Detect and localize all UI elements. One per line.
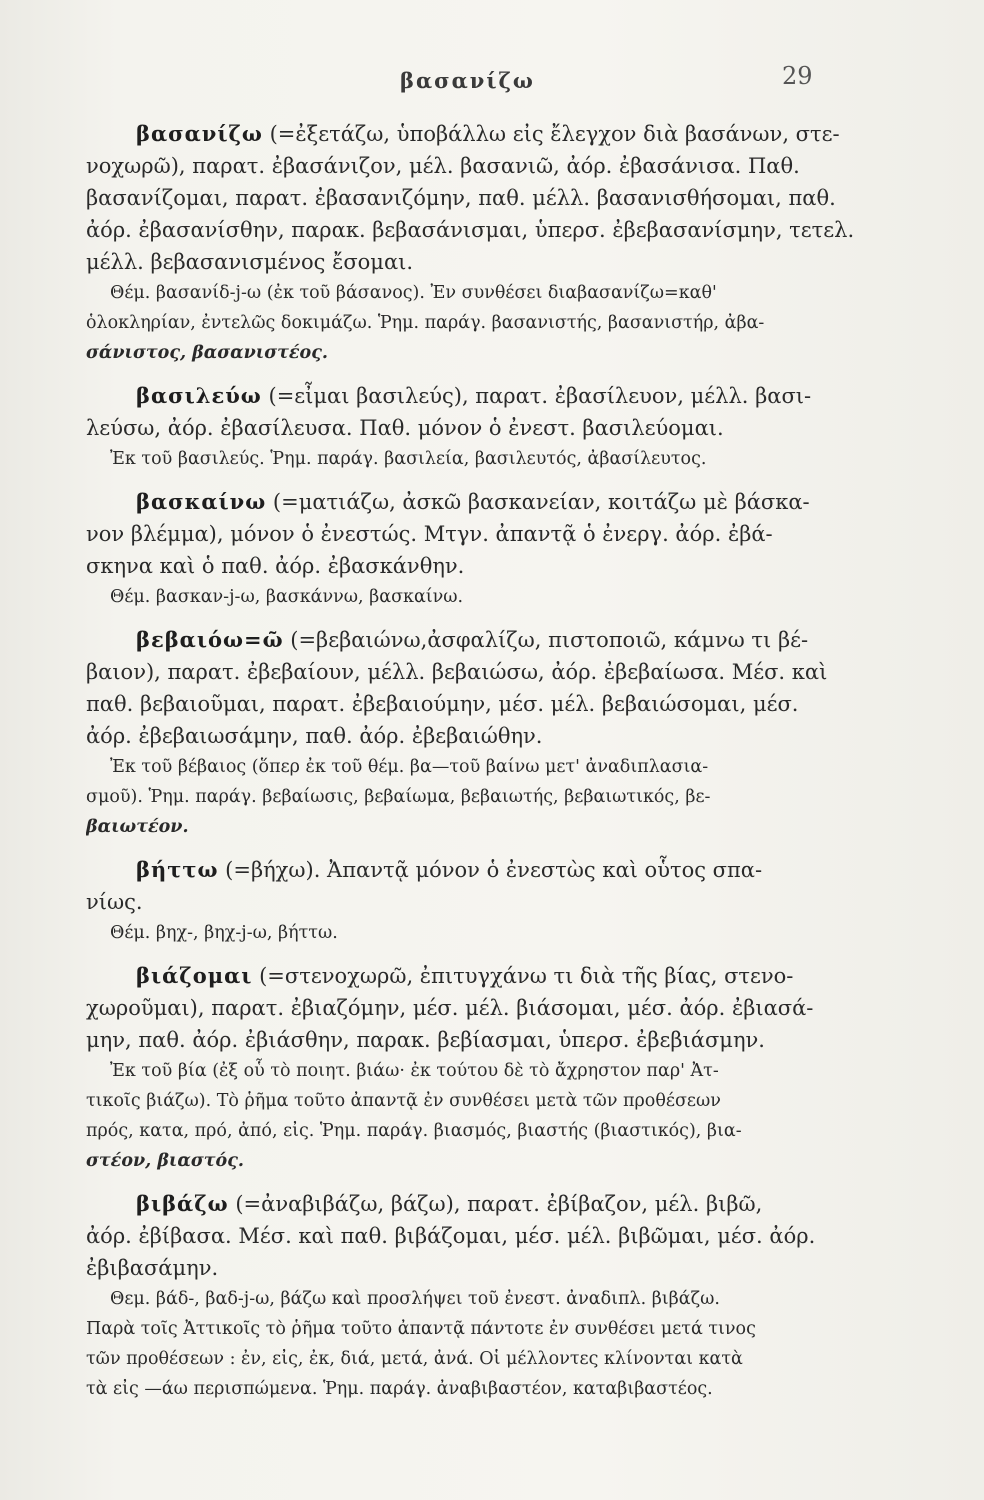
entry-line: βαιον), παρατ. ἐβεβαίουν, μέλλ. βεβαιώσω, ἀόρ. ἐβεβαίωσα. Μέσ. καὶ xyxy=(86,660,828,684)
entry-line: λεύσω, ἀόρ. ἐβασίλευσα. Παθ. μόνον ὁ ἐνεστ. βασιλεύομαι. xyxy=(86,416,724,440)
entry-line: ἐβιβασάμην. xyxy=(86,1256,219,1280)
entry-note: τὰ εἰς —άω περισπώμενα. Ῥημ. παράγ. ἀναβιβαστέον, καταβιβαστέος. xyxy=(86,1379,713,1399)
running-head: βασανίζω xyxy=(400,68,535,93)
entry-line: βιάζομαι (=στενοχωρῶ, ἐπιτυγχάνω τι διὰ τῆς βίας, στενο- xyxy=(136,963,794,988)
entry-note: βαιωτέον. xyxy=(86,817,189,837)
entry-note: Ἐκ τοῦ βία (ἐξ οὗ τὸ ποιητ. βιάω· ἐκ τούτου δὲ τὸ ἄχρηστον παρ' Ἀτ- xyxy=(110,1061,719,1081)
entry-line: νοχωρῶ), παρατ. ἐβασάνιζον, μέλ. βασανιῶ, ἀόρ. ἐβασάνισα. Παθ. xyxy=(86,154,800,178)
entry-line: ἀόρ. ἐβεβαιωσάμην, παθ. ἀόρ. ἐβεβαιώθην. xyxy=(86,724,543,748)
entry-note: πρός, κατα, πρό, ἀπό, εἰς. Ῥημ. παράγ. βιασμός, βιαστής (βιαστικός), βια- xyxy=(86,1121,742,1141)
entry-line: βιβάζω (=ἀναβιβάζω, βάζω), παρατ. ἐβίβαζον, μέλ. βιβῶ, xyxy=(136,1191,763,1216)
headword: βασκαίνω xyxy=(136,489,267,514)
headword: βήττω xyxy=(136,857,219,882)
entry-note: τικοῖς βιάζω). Τὸ ῥῆμα τοῦτο ἀπαντᾷ ἐν συνθέσει μετὰ τῶν προθέσεων xyxy=(86,1091,721,1111)
entry-basileuo xyxy=(86,380,878,474)
entry-line: παθ. βεβαιοῦμαι, παρατ. ἐβεβαιούμην, μέσ. μέλ. βεβαιώσομαι, μέσ. xyxy=(86,692,799,716)
entry-line: βεβαιόω=ῶ (=βεβαιώνω,ἀσφαλίζω, πιστοποιῶ, κάμνω τι βέ- xyxy=(136,627,809,652)
entry-basanizo xyxy=(86,118,878,368)
dictionary-body xyxy=(86,118,878,1416)
entry-line: βασκαίνω (=ματιάζω, ἀσκῶ βασκανείαν, κοιτάζω μὲ βάσκα- xyxy=(136,489,810,514)
headword: βασιλεύω xyxy=(136,383,262,408)
entry-biazomai xyxy=(86,960,878,1176)
entry-bibazo xyxy=(86,1188,878,1404)
entry-bebaioo xyxy=(86,624,878,842)
entry-note: στέον, βιαστός. xyxy=(86,1151,244,1171)
entry-note: τῶν προθέσεων : ἐν, εἰς, ἐκ, διά, μετά, ἀνά. Οἱ μέλλοντες κλίνονται κατὰ xyxy=(86,1349,743,1369)
entry-note: σμοῦ). Ῥημ. παράγ. βεβαίωσις, βεβαίωμα, βεβαιωτής, βεβαιωτικός, βε- xyxy=(86,787,711,807)
entry-line: νίως. xyxy=(86,890,143,914)
entry-note: Παρὰ τοῖς Ἀττικοῖς τὸ ῥῆμα τοῦτο ἀπαντᾷ πάντοτε ἐν συνθέσει μετά τινος xyxy=(86,1319,756,1339)
headword: βεβαιόω=ῶ xyxy=(136,627,284,652)
entry-note: Ἐκ τοῦ βασιλεύς. Ῥημ. παράγ. βασιλεία, βασιλευτός, ἀβασίλευτος. xyxy=(110,449,707,469)
entry-line: βασιλεύω (=εἶμαι βασιλεύς), παρατ. ἐβασίλευον, μέλλ. βασι- xyxy=(136,383,812,408)
entry-betto xyxy=(86,854,878,948)
entry-note: Θέμ. βασανίδ-j-ω (ἐκ τοῦ βάσανος). Ἐν συνθέσει διαβασανίζω=καθ' xyxy=(110,283,717,303)
headword: βιβάζω xyxy=(136,1191,229,1216)
entry-baskaino xyxy=(86,486,878,612)
headword: βασανίζω xyxy=(136,121,263,146)
entry-line: σκηνα καὶ ὁ παθ. ἀόρ. ἐβασκάνθην. xyxy=(86,554,465,578)
entry-line: βασανίζομαι, παρατ. ἐβασανιζόμην, παθ. μέλλ. βασανισθήσομαι, παθ. xyxy=(86,186,836,210)
entry-line: χωροῦμαι), παρατ. ἐβιαζόμην, μέσ. μέλ. βιάσομαι, μέσ. ἀόρ. ἐβιασά- xyxy=(86,996,814,1020)
entry-note: σάνιστος, βασανιστέος. xyxy=(86,343,328,363)
entry-note: Θέμ. βασκαν-j-ω, βασκάννω, βασκαίνω. xyxy=(110,587,464,607)
entry-line: ἀόρ. ἐβασανίσθην, παρακ. βεβασάνισμαι, ὑπερσ. ἐβεβασανίσμην, τετελ. xyxy=(86,218,855,242)
entry-line: ἀόρ. ἐβίβασα. Μέσ. καὶ παθ. βιβάζομαι, μέσ. μέλ. βιβῶμαι, μέσ. ἀόρ. xyxy=(86,1224,816,1248)
entry-line: μην, παθ. ἀόρ. ἐβιάσθην, παρακ. βεβίασμαι, ὑπερσ. ἐβεβιάσμην. xyxy=(86,1028,765,1052)
page-header xyxy=(0,62,984,102)
entry-note: ὁλοκληρίαν, ἐντελῶς δοκιμάζω. Ῥημ. παράγ. βασανιστής, βασανιστήρ, ἀβα- xyxy=(86,313,765,333)
entry-line: βασανίζω (=ἐξετάζω, ὑποβάλλω εἰς ἔλεγχον διὰ βασάνων, στε- xyxy=(136,121,840,146)
entry-note: Θέμ. βηχ-, βηχ-j-ω, βήττω. xyxy=(110,923,338,943)
headword: βιάζομαι xyxy=(136,963,253,988)
entry-line: μέλλ. βεβασανισμένος ἔσομαι. xyxy=(86,250,414,274)
entry-note: Θεμ. βάδ-, βαδ-j-ω, βάζω καὶ προσλήψει τοῦ ἐνεστ. ἀναδιπλ. βιβάζω. xyxy=(110,1289,720,1309)
entry-note: Ἐκ τοῦ βέβαιος (ὅπερ ἐκ τοῦ θέμ. βα—τοῦ βαίνω μετ' ἀναδιπλασια- xyxy=(110,757,709,777)
page-number: 29 xyxy=(782,62,813,90)
entry-line: νον βλέμμα), μόνον ὁ ἐνεστώς. Μτγν. ἀπαντᾷ ὁ ἐνεργ. ἀόρ. ἐβά- xyxy=(86,522,773,546)
entry-line: βήττω (=βήχω). Ἀπαντᾷ μόνον ὁ ἐνεστὼς καὶ οὗτος σπα- xyxy=(136,857,763,882)
